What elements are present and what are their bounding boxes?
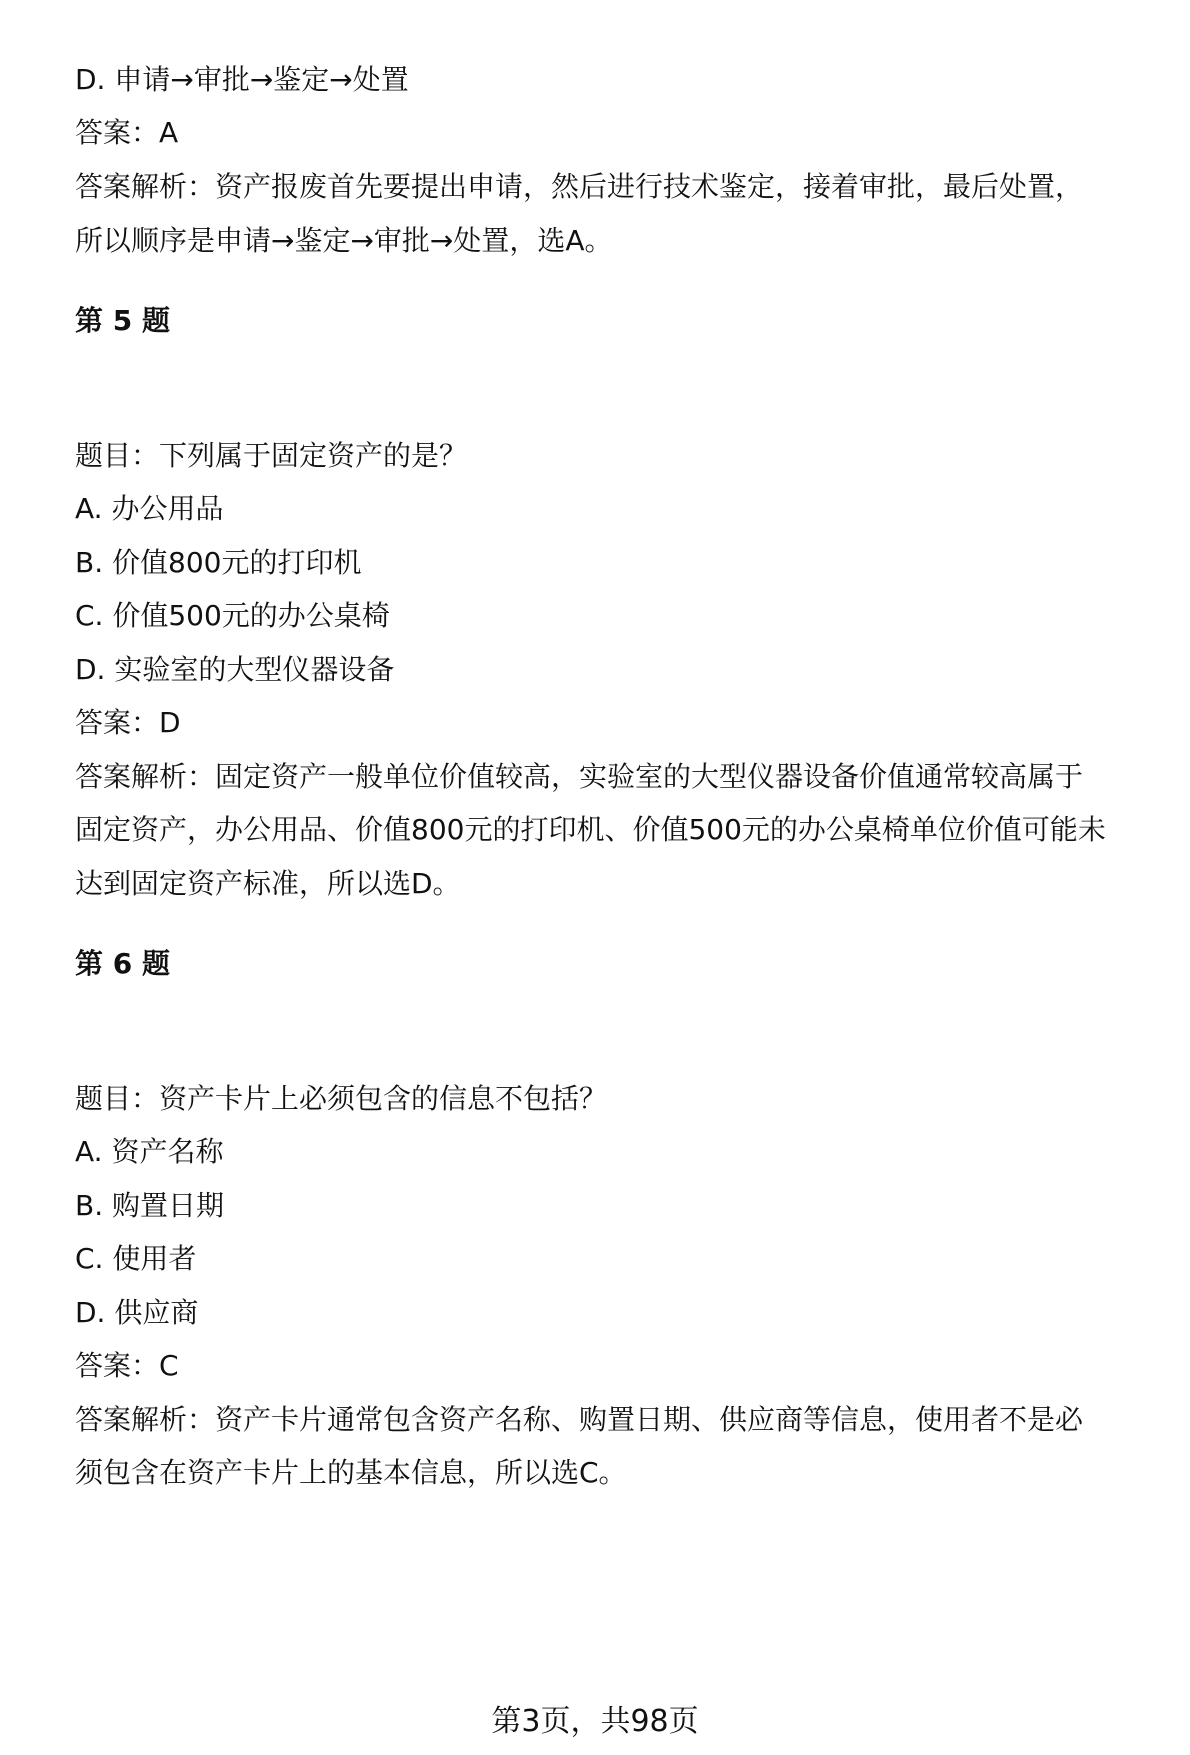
q5-heading: 第 5 题: [75, 304, 170, 337]
q6-analysis-line-1: 答案解析：资产卡片通常包含资产名称、购置日期、供应商等信息，使用者不是必: [75, 1403, 1084, 1436]
q5-option-d: D. 实验室的大型仪器设备: [75, 653, 395, 686]
q5-option-c: C. 价值500元的办公桌椅: [75, 599, 390, 632]
q6-option-b: B. 购置日期: [75, 1189, 225, 1222]
q6-analysis-line-2: 须包含在资产卡片上的基本信息，所以选C。: [75, 1456, 627, 1489]
q4-option-d: D. 申请→审批→鉴定→处置: [75, 63, 409, 96]
q5-analysis-line-2: 固定资产，办公用品、价值800元的打印机、价值500元的办公桌椅单位价值可能未: [75, 813, 1106, 846]
q5-option-a: A. 办公用品: [75, 492, 224, 525]
q4-analysis-line-2: 所以顺序是申请→鉴定→审批→处置，选A。: [75, 224, 613, 257]
q5-analysis-line-3: 达到固定资产标准，所以选D。: [75, 867, 461, 900]
q6-option-d: D. 供应商: [75, 1296, 199, 1329]
q5-option-b: B. 价值800元的打印机: [75, 546, 362, 579]
q4-analysis-line-1: 答案解析：资产报废首先要提出申请，然后进行技术鉴定，接着审批，最后处置，: [75, 170, 1084, 203]
q6-option-c: C. 使用者: [75, 1242, 197, 1275]
q5-answer: 答案：D: [75, 706, 181, 739]
q4-answer: 答案：A: [75, 116, 179, 149]
q6-option-a: A. 资产名称: [75, 1135, 224, 1168]
q5-question: 题目：下列属于固定资产的是？: [75, 439, 468, 472]
page-indicator: 第3页，共98页: [491, 1704, 699, 1739]
q6-question: 题目：资产卡片上必须包含的信息不包括？: [75, 1082, 608, 1115]
q5-analysis-line-1: 答案解析：固定资产一般单位价值较高，实验室的大型仪器设备价值通常较高属于: [75, 760, 1084, 793]
q6-heading: 第 6 题: [75, 947, 170, 980]
q6-answer: 答案：C: [75, 1349, 179, 1382]
